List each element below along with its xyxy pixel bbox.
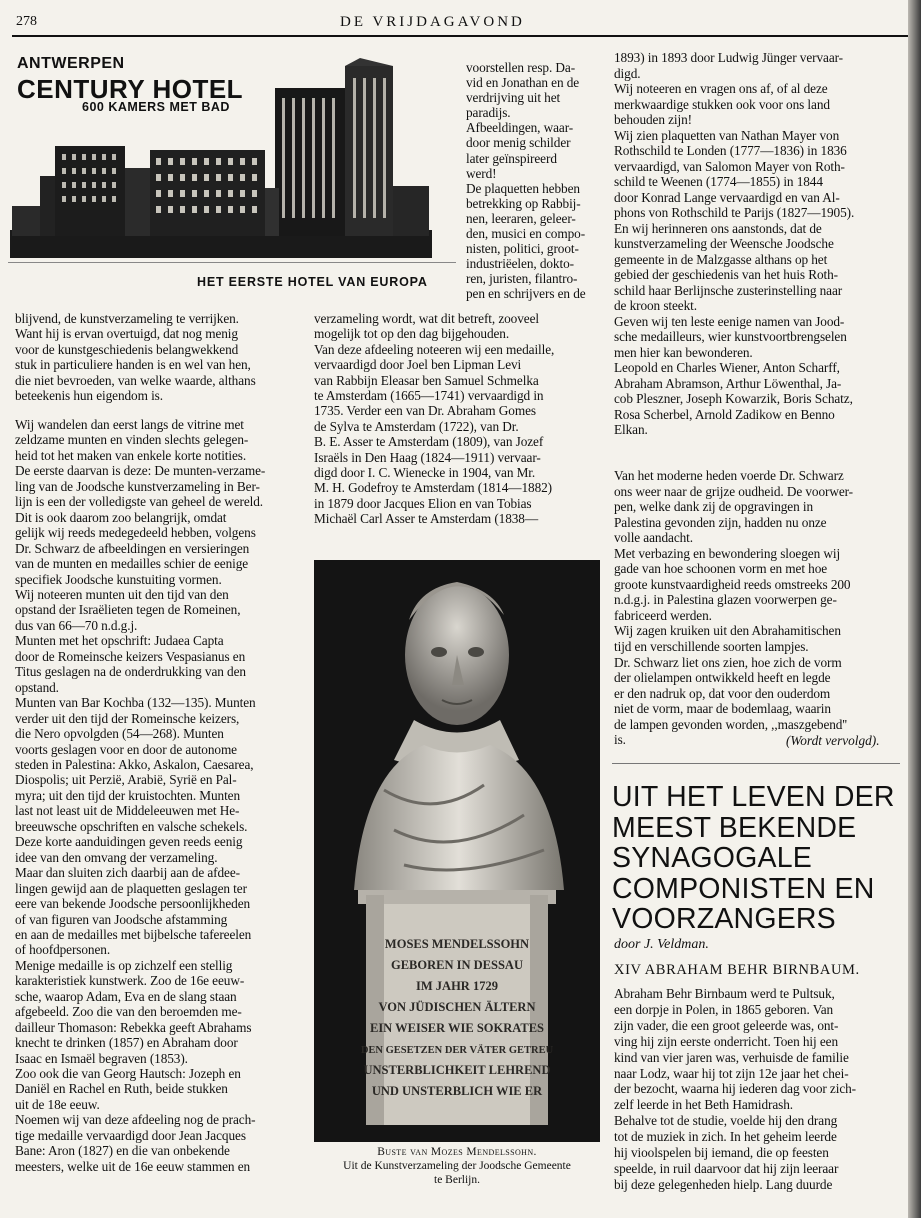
header-rule: [12, 35, 910, 37]
bust-photograph: [314, 560, 600, 1142]
col3-text-a: 1893) in 1893 door Ludwig Jünger vervaar- digd. Wij noteeren en vragen ons af, of al deze merkwaardige stukken ook voor ons land behouden zijn! Wij zien plaquetten van Nathan Mayer von Rothschild te Londen (1777—1836) in 1836 vervaardigd, van Salomon Mayer von Roth- schild te Weenen (1774—1855) in 1844 door Konrad Lange vervaardigd en van Al- phons von Rothschild te Parijs (1827—1905). En wij herinneren ons aanstonds, dat de kunstverzameling der Weensche Joodsche gemeente in de Malzgasse althans op het gebied der geschiedenis van het huis Roth- schild haar Berlijnsche zusterinstelling naar de kroon steekt. Geven wij ten leste eenige namen van Jood- sche medailleurs, wier kunstvoortbrengselen men hier kan bewonderen. Leopold en Charles Wiener, Anton Scharff, Abraham Abramson, Arthur Löwenthal, Ja- cob Pleszner, Joseph Kowarzik, Boris Schatz, Rosa Scherbel, Arnold Zadikow en Benno Elkan.: [614, 50, 855, 437]
caption-line-3: te Berlijn.: [434, 1174, 480, 1186]
byline-prefix: door: [614, 937, 641, 952]
scan-edge: [908, 0, 921, 1218]
inscription-line-8: UND UNSTERBLICH WIE ER: [371, 1084, 543, 1098]
mendelssohn-bust-image: [314, 560, 600, 1142]
inscription-line-3: IM JAHR 1729: [416, 979, 498, 993]
col2-main-text: verzameling wordt, wat dit betreft, zooveel mogelijk tot op den dag bijgehouden. Van deze afdeeling noteeren wij een medaille, vervaardigd door Joel ben Lipman Levi van Rabbijn Eleasar ben Samuel Schmelka te Amsterdam (1665—1741) vervaardigd in 1735. Verder een van Dr. Abraham Gomes de Sylva te Amsterdam (1722), van Dr. B. E. Asser te Amsterdam (1809), van Jozef Israëls in Den Haag (1824—1911) vervaar- digd door I. C. Wienecke in 1904, van Mr. M. H. Godefroy te Amsterdam (1814—1882) in 1879 door Jacques Elion en van Tobias Michaël Carl Asser te Amsterdam (1838—: [314, 311, 555, 527]
inscription-line-5: EIN WEISER WIE SOKRATES: [369, 1021, 545, 1035]
inscription-line-2: GEBOREN IN DESSAU: [391, 958, 523, 972]
hotel-skyline-illustration: [10, 58, 432, 258]
ad-city: ANTWERPEN: [17, 55, 125, 72]
article-headline: UIT HET LEVEN DER MEEST BEKENDE SYNAGOGALE COMPONISTEN EN VOORZANGERS: [612, 781, 895, 936]
ad-rooms: 600 KAMERS MET BAD: [82, 100, 230, 114]
caption-title: Buste van Mozes Mendelssohn.: [377, 1146, 537, 1158]
ad-hotel-name: CENTURY HOTEL: [17, 74, 244, 104]
col3-text-b: Van het moderne heden voerde Dr. Schwarz ons weer naar de grijze oudheid. De voorwer- pen, welke dank zij de opgravingen in Palestina gevonden zijn, hadden nu onze volle aandacht. Met verbazing en bewondering sloegen wij gade van hoe schoonen vorm en met hoe groote kunstvaardigheid reeds omstreeks 200 n.d.g.j. in Palestina glazen voorwerpen ge- fabriceerd werden. Wij zagen kruiken uit den Abrahamitischen tijd en verschillende soorten lampjes. Dr. Schwarz liet ons zien, hoe zich de vorm der olielampen ontwikkeld heeft en legde er den nadruk op, dat voor den ouderdom niet de vorm, maar de bodemlaag, waarin de lampen gevonden worden, ,,maszgebend'' is.: [614, 468, 854, 748]
inscription-line-6: DEN GESETZEN DER VÄTER GETREU: [360, 1045, 554, 1056]
byline-author: J. Veldman.: [643, 937, 709, 952]
col1-main-text: Wij wandelen dan eerst langs de vitrine met zeldzame munten en vinden slechts gelegen- heid tot het maken van enkele korte notities. De eerste daarvan is deze: De munten-verzame- ling van de Joodsche kunstverzameling in Ber- lijn is een der volledigste van geheel de wereld. Dit is ook daarom zoo belangrijk, omdat gelijk wij reeds medegedeeld hebben, volgens Dr. Schwarz de afbeeldingen en versieringen van de munten en medailles schier de eenige specifiek Joodsche kunstuiting vormen. Wij noteeren munten uit den tijd van den opstand der Israëlieten tegen de Romeinen, dus van 66—70 n.d.g.j. Munten met het opschrift: Judaea Capta door de Romeinsche keizers Vespasianus en Titus geslagen na de onderdrukking van den opstand. Munten van Bar Kochba (132—135). Munten verder uit den tijd der Romeinsche keizers, die Nero opvolgden (54—268). Munten voorts geslagen voor en door de autonome steden in Palestina: Akko, Askalon, Caesarea, Diospolis; uit Perzië, Arabië, Syrië en Pal- myra; uit den tijd der kruistochten. Munten last not least uit de Middeleeuwen met He- breeuwsche opschriften en valsche schekels. Deze korte aanduidingen geven reeds eenig idee van den omvang der verzameling. Maar dan sluiten zich daarbij aan de afdee- lingen gewijd aan de plaquetten geslagen ter eere van bekende Joodsche persoonlijkheden of van figuren van Joodsche afstamming en aan de medailles met bijbelsche tafereelen of hoofdpersonen. Menige medaille is op zichzelf een stellig karakteristiek kunstwerk. Zoo de 16e eeuw- sche, waarop Adam, Eva en de slang staan afgebeeld. Zoo die van den beroemden me- dailleur Thomason: Rebekka geeft Abrahams knecht te drinken (1857) en Abraham door Isaac en Ismaël begraven (1853). Zoo ook die van Georg Hautsch: Jozeph en Daniël en Rachel en Ruth, beide stukken uit de 18e eeuw. Noemen wij van deze afdeeling nog de prach- tige medaille vervaardigd door Jean Jacques Bane: Aron (1827) en die van onbekende meesters, welke uit de 16e eeuw stammen en: [15, 417, 266, 1174]
page-number: 278: [16, 14, 37, 29]
col1-intro-text: blijvend, de kunstverzameling te verrijken. Want hij is ervan overtuigd, dat nog menig voor de kunstgeschiedenis belangwekkend stuk in particuliere handen is en wel van hen, die niet bevroeden, van welke waarde, althans beteekenis hun eigendom is.: [15, 311, 256, 404]
inscription-line-7: UNSTERBLICHKEIT LEHREND: [363, 1063, 551, 1077]
ad-divider: [8, 262, 456, 263]
col3-text-c: Abraham Behr Birnbaum werd te Pultsuk, een dorpje in Polen, in 1865 geboren. Van zijn vader, die een groot geleerde was, ont- ving hij zijn eerste onderricht. Toen hij een kind van vier jaren was, verhuisde de familie naar Lodz, waar hij tot zijn 12e jaar het chei- der bezocht, waarna hij iederen dag voor zich- zelf leerde in het Beth Hamidrash. Behalve tot de studie, voelde hij den drang tot de muziek in zich. In het geheim leerde hij vioolspelen bij iemand, die op feesten speelde, in ruil daarvoor dat hij zijn leeraar bij deze gelegenheden hielp. Lang duurde: [614, 986, 857, 1192]
caption-line-2: Uit de Kunstverzameling der Joodsche Gemeente: [343, 1160, 571, 1172]
inscription-line-1: MOSES MENDELSSOHN: [384, 937, 530, 951]
section-divider: [612, 763, 900, 764]
photo-caption: [314, 1145, 600, 1187]
continued-note: (Wordt vervolgd).: [786, 733, 880, 748]
col2-top-text: voorstellen resp. Da- vid en Jonathan en de verdrijving uit het paradijs. Afbeeldingen, waar- door menig schilder later geïnspireerd werd! De plaquetten hebben betrekking op Rabbij- nen, leeraren, geleer- den, musici en compo- nisten, politici, groot- industriëelen, dokto- ren, juristen, filantro- pen en schrijvers en de: [466, 60, 586, 302]
article-byline: [614, 937, 709, 953]
magazine-title: DE VRIJDAGAVOND: [340, 14, 525, 30]
ad-tagline: HET EERSTE HOTEL VAN EUROPA: [197, 275, 428, 289]
chapter-heading: XIV ABRAHAM BEHR BIRNBAUM.: [614, 962, 860, 978]
inscription-line-4: VON JÜDISCHEN ÄLTERN: [378, 1000, 536, 1014]
